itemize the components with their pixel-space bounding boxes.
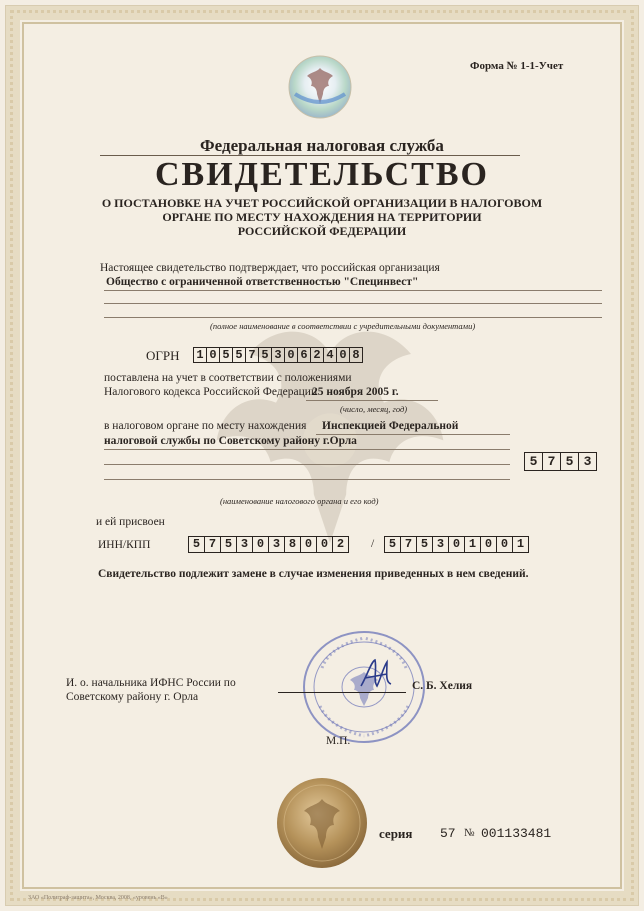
registration-line: поставлена на учет в соответствии с положениями <box>104 372 352 384</box>
tax-authority-caption: (наименование налогового органа и его код) <box>220 496 379 506</box>
signatory-position: Советскому району г. Орла <box>66 691 199 703</box>
organization-caption: (полное наименование в соответствии с учредительными документами) <box>210 321 476 331</box>
kpp-digit: 5 <box>416 536 433 553</box>
stamp-place: М.П. <box>326 735 351 747</box>
kpp-digit: 0 <box>480 536 497 553</box>
underline <box>104 317 602 318</box>
ogrn-boxes <box>193 347 362 363</box>
serial-series: 57 <box>440 826 456 841</box>
underline <box>104 290 602 291</box>
number-sign: № <box>464 827 475 839</box>
document-subtitle <box>100 196 544 238</box>
inn-digit: 8 <box>284 536 301 553</box>
code-digit: 7 <box>542 452 561 471</box>
inn-kpp-label: ИНН/КПП <box>98 539 151 551</box>
inn-digit: 7 <box>204 536 221 553</box>
inn-digit: 0 <box>316 536 333 553</box>
serial-label: серия <box>379 826 413 841</box>
kpp-digit: 3 <box>432 536 449 553</box>
underline <box>104 479 510 480</box>
form-number: Форма № 1-1-Учет <box>470 60 564 72</box>
tax-authority-name: налоговой службы по Советскому району г.Орла <box>104 435 357 447</box>
subtitle-line: О ПОСТАНОВКЕ НА УЧЕТ РОССИЙСКОЙ ОРГАНИЗАЦИИ В НАЛОГОВОМ <box>101 196 543 210</box>
ogrn-digit: 4 <box>323 347 337 363</box>
code-digit: 3 <box>578 452 597 471</box>
signature-line <box>278 692 406 693</box>
inn-digit: 5 <box>220 536 237 553</box>
agency-name: Федеральная налоговая служба <box>200 136 444 155</box>
tax-authority-name: Инспекцией Федеральной <box>322 420 459 432</box>
signature-icon <box>357 656 397 692</box>
replacement-notice: Свидетельство подлежит замене в случае изменения приведенных в нем сведений. <box>98 568 529 580</box>
kpp-digit: 1 <box>464 536 481 553</box>
kpp-digit: 0 <box>496 536 513 553</box>
ogrn-digit: 0 <box>206 347 220 363</box>
serial-number: 001133481 <box>481 826 552 841</box>
ogrn-digit: 3 <box>271 347 285 363</box>
date-caption: (число, месяц, год) <box>340 404 408 414</box>
kpp-digit: 5 <box>384 536 401 553</box>
ogrn-digit: 8 <box>349 347 363 363</box>
inn-boxes <box>188 536 348 553</box>
organization-intro: Настоящее свидетельство подтверждает, что российская организация <box>100 262 440 274</box>
inn-digit: 3 <box>268 536 285 553</box>
ogrn-digit: 5 <box>219 347 233 363</box>
signatory-position: И. о. начальника ИФНС России по <box>66 677 236 689</box>
underline <box>104 464 510 465</box>
code-digit: 5 <box>524 452 543 471</box>
ogrn-digit: 7 <box>245 347 259 363</box>
inn-digit: 2 <box>332 536 349 553</box>
code-digit: 5 <box>560 452 579 471</box>
signatory-name: С. Б. Хелия <box>412 680 473 692</box>
inn-digit: 5 <box>188 536 205 553</box>
printer-footer: ЗАО «Полиграф-защита», Москва, 2008, «уровень «В» <box>28 895 168 901</box>
ogrn-digit: 5 <box>258 347 272 363</box>
registration-date: 25 ноября 2005 г. <box>312 386 399 398</box>
ogrn-digit: 0 <box>336 347 350 363</box>
ogrn-digit: 2 <box>310 347 324 363</box>
gold-hologram-seal-icon <box>276 777 368 869</box>
inn-digit: 0 <box>252 536 269 553</box>
tax-authority-code-boxes <box>524 452 596 471</box>
ogrn-digit: 0 <box>284 347 298 363</box>
subtitle-line: РОССИЙСКОЙ ФЕДЕРАЦИИ <box>237 224 407 238</box>
ogrn-digit: 6 <box>297 347 311 363</box>
underline <box>104 303 602 304</box>
inn-digit: 3 <box>236 536 253 553</box>
subtitle-line: ОРГАНЕ ПО МЕСТУ НАХОЖДЕНИЯ НА ТЕРРИТОРИИ <box>162 210 482 224</box>
kpp-boxes <box>384 536 528 553</box>
document-title: СВИДЕТЕЛЬСТВО <box>155 156 489 193</box>
inn-kpp-separator: / <box>371 538 375 550</box>
hologram-emblem-icon <box>287 54 353 120</box>
tax-authority-intro: в налоговом органе по месту нахождения <box>104 420 307 432</box>
organization-name: Общество с ограниченной ответственностью "Специнвест" <box>106 276 419 288</box>
kpp-digit: 0 <box>448 536 465 553</box>
ogrn-digit: 1 <box>193 347 207 363</box>
registration-line: Налогового кодекса Российской Федерации <box>104 386 318 398</box>
kpp-digit: 1 <box>512 536 529 553</box>
ogrn-digit: 5 <box>232 347 246 363</box>
ogrn-label: ОГРН <box>146 348 180 363</box>
underline <box>104 449 510 450</box>
underline <box>306 400 438 401</box>
assigned-label: и ей присвоен <box>96 516 165 528</box>
kpp-digit: 7 <box>400 536 417 553</box>
inn-digit: 0 <box>300 536 317 553</box>
